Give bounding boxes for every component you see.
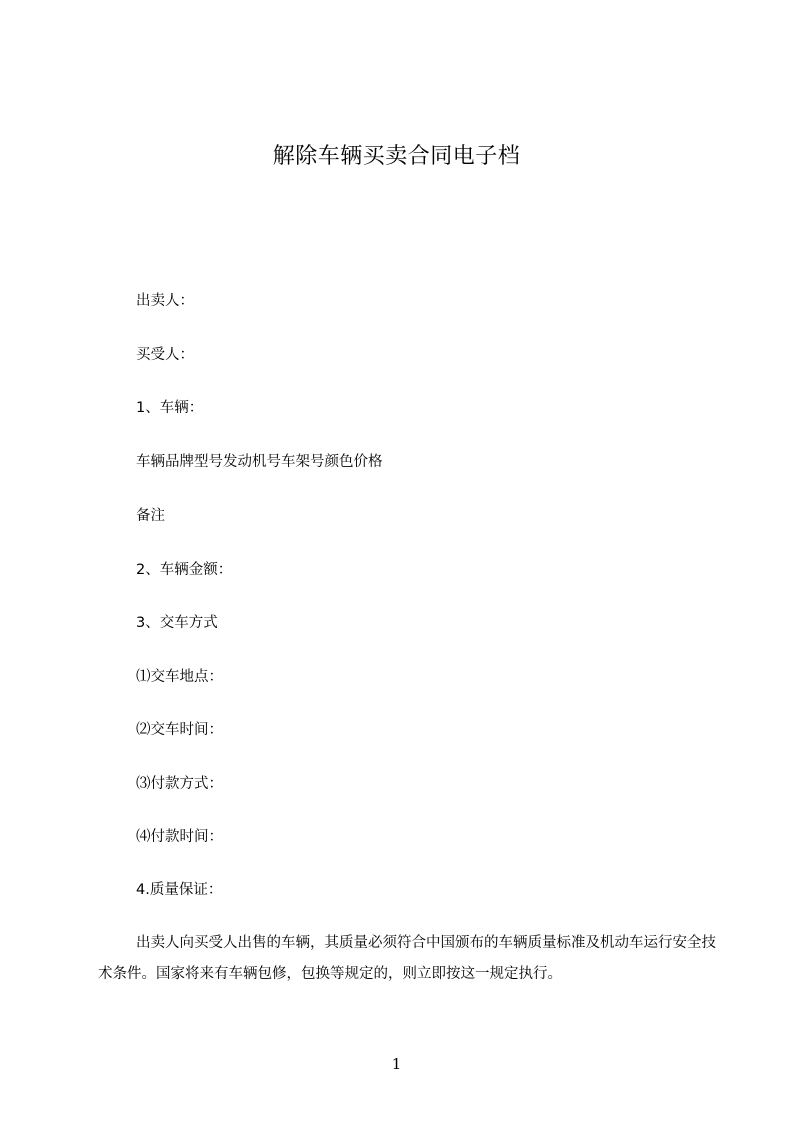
remarks-label: 备注 [136,508,165,524]
buyer-field: 买受人： [136,347,194,363]
section-delivery: 3、交车方式 [136,615,218,631]
delivery-location: ⑴交车地点： [136,669,223,685]
seller-field: 出卖人： [136,293,194,309]
document-title: 解除车辆买卖合同电子档 [272,144,521,169]
section-vehicle: 1、车辆： [136,400,204,416]
section-quality: 4.质量保证： [136,882,223,898]
payment-method: ⑶付款方式： [136,776,223,792]
vehicle-columns: 车辆品牌型号发动机号车架号颜色价格 [136,454,383,470]
payment-time: ⑷付款时间： [136,829,223,845]
quality-paragraph: 出卖人向买受人出售的车辆，其质量必须符合中国颁布的车辆质量标准及机动车运行安全技术条件。国家将来有车辆包修，包换等规定的，则立即按这一规定执行。 [98,935,716,982]
section-amount: 2、车辆金额： [136,562,233,578]
delivery-time: ⑵交车时间： [136,722,223,738]
page-number: 1 [391,1055,402,1073]
